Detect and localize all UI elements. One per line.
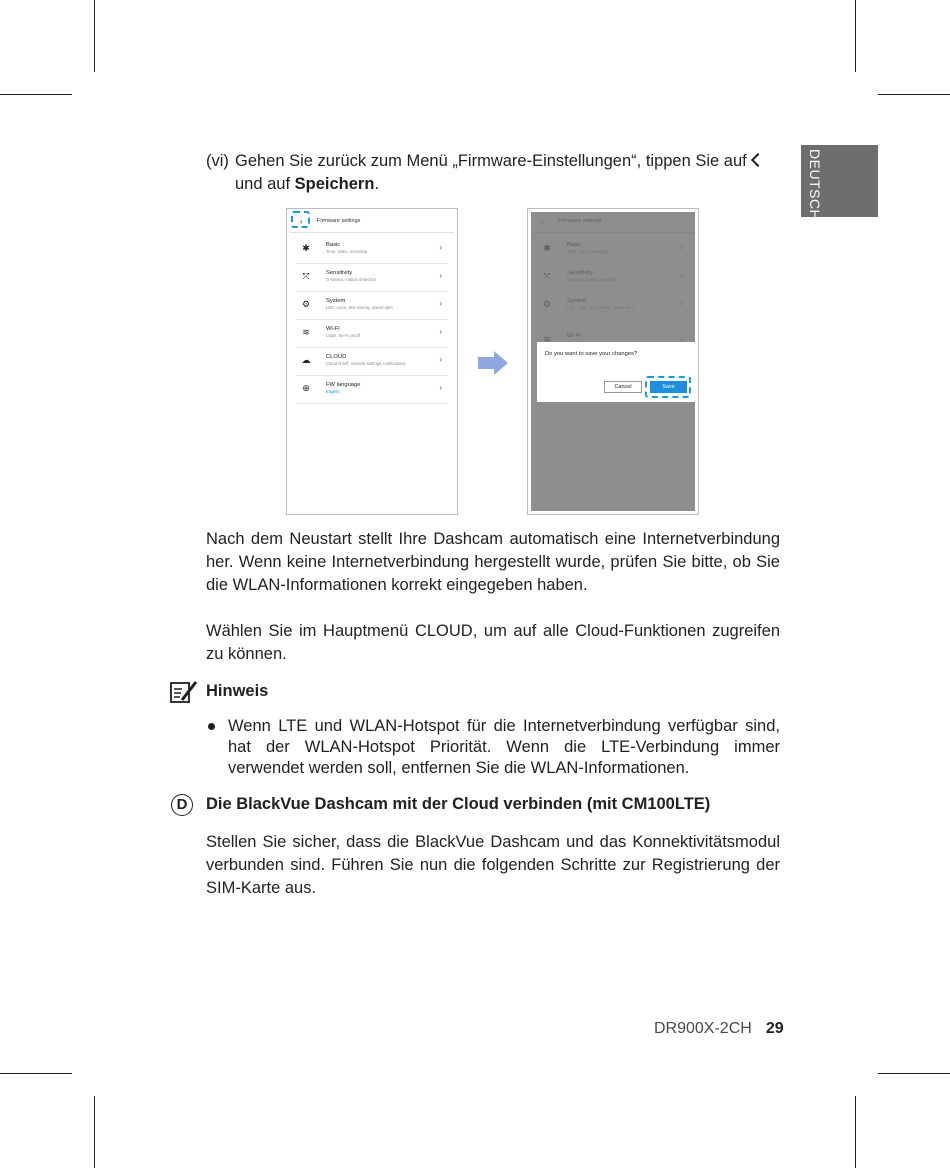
bullet-dot xyxy=(208,723,215,730)
gears-icon: ⚙ xyxy=(301,299,311,309)
step-bold-word: Speichern xyxy=(294,175,375,193)
chevron-right-icon: › xyxy=(439,243,442,252)
language-tab-label: DEUTSCH xyxy=(807,149,823,221)
step-text-before: Gehen Sie zurück zum Menü „Firmware-Einstellungen“, tippen Sie auf xyxy=(235,152,747,170)
menu-item-sub: G-sensor, motion detection xyxy=(326,277,377,282)
step-number: (vi) xyxy=(206,152,229,170)
step-text-middle: und auf xyxy=(235,175,291,193)
save-button-highlight xyxy=(645,376,691,398)
note-bullet xyxy=(206,716,780,779)
phone-screenshot-save-dialog xyxy=(527,208,699,515)
menu-item-sub: LED, voice, text overlay, speed alert xyxy=(326,305,393,310)
menu-item-wifi[interactable] xyxy=(296,320,448,348)
chevron-right-icon: › xyxy=(439,327,442,336)
menu-item-sub: English xyxy=(326,389,340,394)
crop-mark xyxy=(0,94,72,95)
chevron-right-icon: › xyxy=(439,355,442,364)
cancel-button[interactable]: Cancel xyxy=(604,381,642,393)
crop-mark xyxy=(855,0,856,72)
section-letter-badge: D xyxy=(171,794,193,816)
header-title: Firmware settings xyxy=(317,218,361,224)
note-title: Hinweis xyxy=(206,682,269,700)
arrow-right-icon xyxy=(478,351,508,375)
crop-mark xyxy=(878,1073,950,1074)
phone-screenshot-firmware-settings xyxy=(286,208,458,515)
menu-item-sub: Time, video, recording xyxy=(326,249,368,254)
menu-item-cloud[interactable] xyxy=(296,348,448,376)
menu-item-label: Wi-Fi xyxy=(326,326,340,332)
back-button-highlight xyxy=(291,211,310,228)
step-text xyxy=(235,150,780,196)
cloud-icon: ☁ xyxy=(301,355,311,365)
note-pencil-icon xyxy=(170,680,198,704)
paragraph-cloud-menu: Wählen Sie im Hauptmenü CLOUD, um auf alle Cloud-Funktionen zugreifen zu können. xyxy=(206,622,780,663)
note-bullet-text: Wenn LTE und WLAN-Hotspot für die Internetverbindung verfügbar sind, hat der WLAN-Hotspot Priorität. Wenn die LTE-Verbindung immer verwendet werden soll, entfernen Sie die WLAN-Informationen. xyxy=(228,717,780,777)
menu-item-label: System xyxy=(326,298,346,304)
step-text-after: . xyxy=(374,175,380,193)
globe-icon: ⊕ xyxy=(302,383,310,393)
footer-model: DR900X-2CH xyxy=(654,1020,752,1037)
menu-item-fw-language[interactable] xyxy=(296,376,448,404)
crop-mark xyxy=(855,1096,856,1168)
save-changes-dialog xyxy=(537,342,695,402)
section-title: Die BlackVue Dashcam mit der Cloud verbinden (mit CM100LTE) xyxy=(206,795,711,813)
dialog-question: Do you want to save your changes? xyxy=(545,351,638,357)
app-header xyxy=(290,212,454,233)
menu-item-sub: Login, Wi-Fi on/off xyxy=(326,333,360,338)
chevron-right-icon: › xyxy=(439,299,442,308)
step-vi xyxy=(206,150,780,196)
back-chevron-icon[interactable]: ‹ xyxy=(300,217,303,226)
gear-icon: ✱ xyxy=(302,243,310,253)
language-tab xyxy=(801,145,878,221)
menu-item-sub: Cloud on/off, network settings, notifications xyxy=(326,361,406,366)
wifi-icon: ≋ xyxy=(302,327,310,337)
menu-item-basic[interactable] xyxy=(296,236,448,264)
sensitivity-icon: ⤧ xyxy=(302,271,310,281)
menu-item-label: Basic xyxy=(326,242,341,248)
menu-item-system[interactable] xyxy=(296,292,448,320)
menu-item-label: FW language xyxy=(326,382,361,388)
crop-mark xyxy=(0,1073,72,1074)
crop-mark xyxy=(878,94,950,95)
menu-item-sensitivity[interactable] xyxy=(296,264,448,292)
page-footer xyxy=(654,1020,784,1038)
crop-mark xyxy=(94,1096,95,1168)
crop-mark xyxy=(94,0,95,72)
page-number: 29 xyxy=(765,1020,784,1037)
chevron-right-icon: › xyxy=(439,383,442,392)
chevron-left-icon xyxy=(751,153,765,167)
menu-item-label: Sensitivity xyxy=(326,270,353,276)
chevron-right-icon: › xyxy=(439,271,442,280)
section-body: Stellen Sie sicher, dass die BlackVue Dashcam und das Konnektivitätsmodul verbunden sind. Führen Sie nun die folgenden Schritte zur Registrierung der SIM-Karte aus. xyxy=(206,833,780,897)
menu-item-label: CLOUD xyxy=(326,354,347,360)
paragraph-restart: Nach dem Neustart stellt Ihre Dashcam automatisch eine Internetverbindung her. Wenn keine Internetverbindung hergestellt wurde, prüfen Sie bitte, ob Sie die WLAN-Informationen korrekt eingegeben haben. xyxy=(206,530,780,594)
save-button[interactable]: Save xyxy=(650,381,687,393)
